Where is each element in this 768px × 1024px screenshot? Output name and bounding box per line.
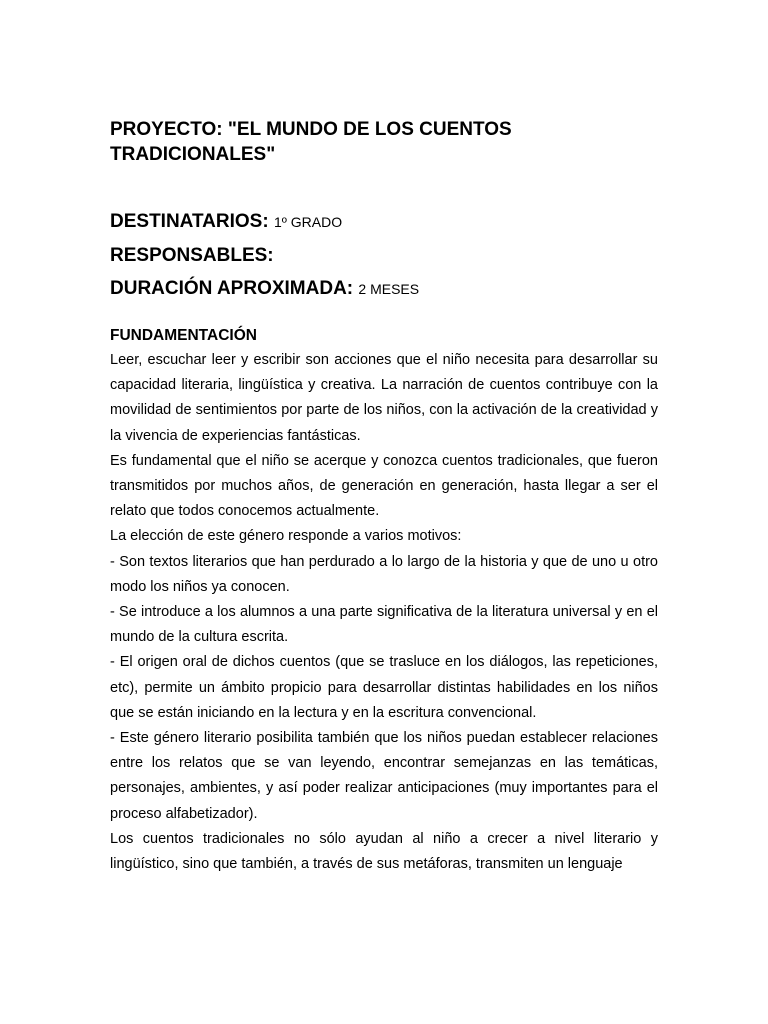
duracion-value: 2 MESES bbox=[358, 281, 420, 297]
paragraph: - Este género literario posibilita también que los niños puedan establecer relaciones entre los relatos que se van leyendo, encontrar semejanzas en las temáticas, personajes, ambientes, y así poder realizar anticipaciones (muy importantes para el proceso alfabetizador). bbox=[110, 730, 658, 822]
paragraph: Los cuentos tradicionales no sólo ayudan al niño a crecer a nivel literario y lingüístico, sino que también, a través de sus metáforas, transmiten un lenguaje bbox=[110, 830, 658, 873]
document-page bbox=[110, 117, 658, 877]
destinatarios-value: 1º GRADO bbox=[273, 214, 343, 230]
responsables-label: RESPONSABLES: bbox=[110, 245, 274, 266]
paragraph: La elección de este género responde a varios motivos: bbox=[110, 528, 462, 545]
destinatarios-label: DESTINATARIOS: bbox=[110, 211, 269, 232]
meta-responsables bbox=[110, 239, 658, 272]
document-title: PROYECTO: "EL MUNDO DE LOS CUENTOS TRADICIONALES" bbox=[110, 119, 512, 165]
paragraph: - Son textos literarios que han perdurado a lo largo de la historia y que de uno u otro modo los niños ya conocen. bbox=[110, 553, 658, 595]
meta-destinatarios bbox=[110, 205, 658, 239]
section-body bbox=[110, 348, 658, 877]
paragraph: Es fundamental que el niño se acerque y conozca cuentos tradicionales, que fueron transmitidos por muchos años, de generación en generación, hasta llegar a ser el relato que todos conocemos actualmente. bbox=[110, 452, 658, 520]
project-meta bbox=[110, 205, 658, 306]
meta-duracion bbox=[110, 272, 658, 306]
paragraph: - El origen oral de dichos cuentos (que se trasluce en los diálogos, las repeticiones, etc), permite un ámbito propicio para desarrollar distintas habilidades en los niños que se están iniciando en la lectura y en la escritura convencional. bbox=[110, 654, 658, 721]
paragraph: Leer, escuchar leer y escribir son acciones que el niño necesita para desarrollar su capacidad literaria, lingüística y creativa. La narración de cuentos contribuye con la movilidad de sentimientos por parte de los niños, con la activación de la creatividad y la vivencia de experiencias fantásticas. bbox=[110, 352, 658, 444]
paragraph: - Se introduce a los alumnos a una parte significativa de la literatura universal y en el mundo de la cultura escrita. bbox=[110, 604, 658, 646]
duracion-label: DURACIÓN APROXIMADA: bbox=[110, 278, 354, 299]
section-heading: FUNDAMENTACIÓN bbox=[110, 327, 257, 344]
